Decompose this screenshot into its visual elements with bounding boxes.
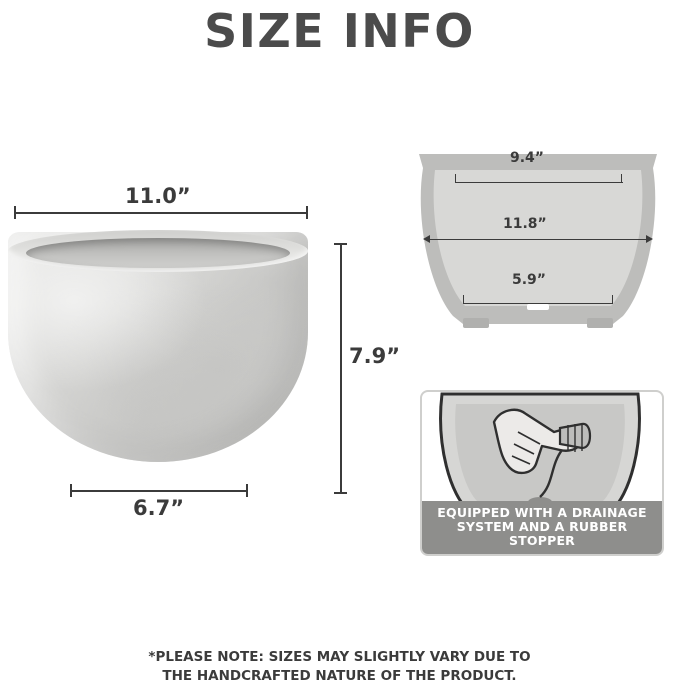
section-label-base-width: 5.9” bbox=[512, 272, 547, 288]
dimension-cap-top-right bbox=[306, 206, 308, 219]
dimension-line-height bbox=[340, 243, 342, 493]
section-arrow-outer-left bbox=[423, 235, 430, 243]
footnote-line-1: *PLEASE NOTE: SIZES MAY SLIGHTLY VARY DUE TO bbox=[148, 649, 531, 665]
dimension-cap-base-left bbox=[70, 484, 72, 497]
page-title: SIZE INFO bbox=[204, 4, 475, 58]
dimension-cap-base-right bbox=[246, 484, 248, 497]
drainage-caption-line-1: EQUIPPED WITH A DRAINAGE bbox=[437, 505, 647, 520]
dimension-label-base-width: 6.7” bbox=[133, 496, 185, 520]
section-label-outer-width: 11.8” bbox=[503, 216, 547, 232]
product-photo-panel bbox=[0, 184, 401, 530]
footnote bbox=[0, 648, 679, 686]
section-cap-inner-top-left bbox=[455, 174, 456, 183]
section-cap-base-left bbox=[463, 295, 464, 304]
dimension-cap-height-top bbox=[334, 243, 347, 245]
drainage-caption-line-2: SYSTEM AND A RUBBER STOPPER bbox=[456, 519, 628, 548]
dimension-label-top-width: 11.0” bbox=[125, 184, 191, 208]
drainage-feature-panel bbox=[420, 390, 664, 556]
planter-interior bbox=[26, 238, 290, 268]
section-line-inner-top-width bbox=[455, 182, 623, 183]
section-cap-inner-top-right bbox=[621, 174, 622, 183]
drainage-caption bbox=[422, 501, 662, 554]
dimension-label-height: 7.9” bbox=[349, 344, 401, 368]
cross-section-panel bbox=[415, 148, 661, 330]
section-line-outer-width bbox=[429, 239, 649, 240]
dimension-cap-top-left bbox=[14, 206, 16, 219]
footnote-line-2: THE HANDCRAFTED NATURE OF THE PRODUCT. bbox=[162, 668, 517, 684]
section-line-base-width bbox=[463, 303, 613, 304]
dimension-cap-height-bottom bbox=[334, 492, 347, 494]
dimension-line-base-width bbox=[70, 490, 248, 492]
section-arrow-outer-right bbox=[646, 235, 653, 243]
dimension-line-top-width bbox=[14, 212, 308, 214]
section-cap-base-right bbox=[612, 295, 613, 304]
section-label-inner-top-width: 9.4” bbox=[510, 150, 545, 166]
